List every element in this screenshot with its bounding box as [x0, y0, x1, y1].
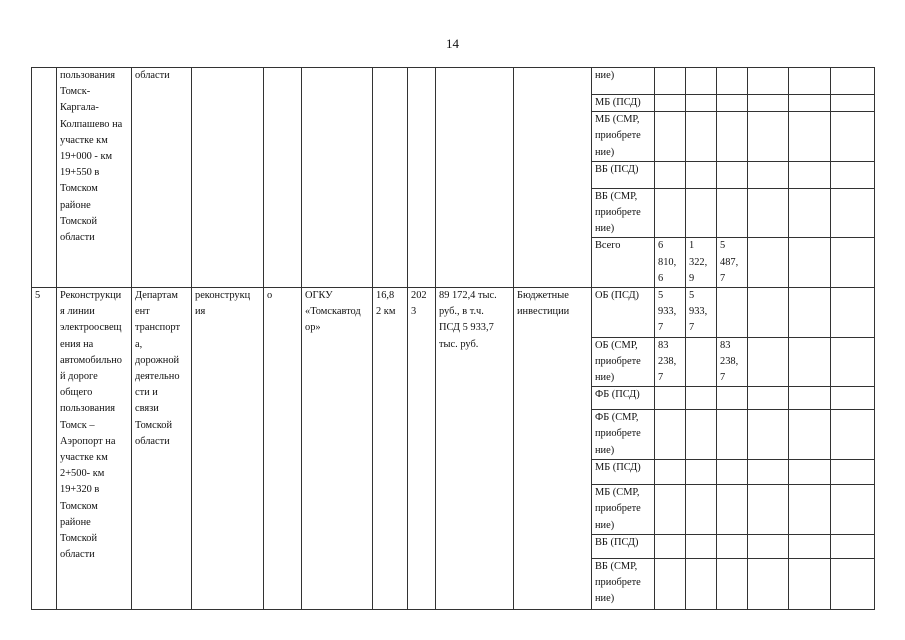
amount-cell: [686, 112, 717, 162]
source-cell: МБ (СМР, приобрете ние): [592, 485, 655, 535]
table-row: [32, 288, 875, 338]
amount-cell: [655, 410, 686, 460]
amount-cell: [686, 95, 717, 112]
cell-empty: [831, 387, 875, 410]
cell-empty: [831, 558, 875, 609]
amount-cell: 6 810, 6: [655, 238, 686, 288]
amount-cell: [717, 534, 748, 558]
col4-cell: о: [264, 288, 302, 610]
cost-cell: 89 172,4 тыс. руб., в т.ч. ПСД 5 933,7 тыс. руб.: [436, 288, 514, 610]
amount-cell: [686, 558, 717, 609]
source-cell: ВБ (ПСД): [592, 161, 655, 188]
amount-cell: [686, 485, 717, 535]
amount-cell: [717, 485, 748, 535]
cell-empty: [831, 410, 875, 460]
investment-type-cell: Бюджетные инвестиции: [514, 288, 592, 610]
cell-empty: [831, 288, 875, 338]
amount-cell: 5 933, 7: [686, 288, 717, 338]
cell-empty: [373, 68, 408, 288]
amount-cell: [655, 112, 686, 162]
cell-empty: [789, 161, 831, 188]
cell-empty: [789, 387, 831, 410]
amount-cell: [717, 161, 748, 188]
source-cell: ОБ (ПСД): [592, 288, 655, 338]
cell-empty: [748, 485, 789, 535]
source-cell: ВБ (ПСД): [592, 534, 655, 558]
amount-cell: [655, 558, 686, 609]
source-cell: ВБ (СМР, приобрете ние): [592, 558, 655, 609]
cell-empty: [789, 460, 831, 485]
amount-cell: [655, 95, 686, 112]
amount-cell: [655, 161, 686, 188]
cell-empty: [831, 112, 875, 162]
object-name-cell: Реконструкци я линии электроосвещ ения на автомобильно й дороге общего пользования Томск – Аэропорт на участке км 2+500- км 19+320 в Томском районе Томской области: [57, 288, 132, 610]
amount-cell: [655, 188, 686, 238]
cell-empty: [831, 534, 875, 558]
source-cell: ВБ (СМР, приобрете ние): [592, 188, 655, 238]
cell-empty: [748, 95, 789, 112]
cell-empty: [831, 188, 875, 238]
cell-empty: [831, 460, 875, 485]
cell-empty: [748, 387, 789, 410]
cell-empty: [748, 188, 789, 238]
customer-cell: ОГКУ «Томскавтод ор»: [302, 288, 373, 610]
amount-cell: [686, 534, 717, 558]
amount-cell: 5 487, 7: [717, 238, 748, 288]
executor-cell: Департам ент транспорт а, дорожной деятельно сти и связи Томской области: [132, 288, 192, 610]
capacity-cell: 16,8 2 км: [373, 288, 408, 610]
amount-cell: 1 322, 9: [686, 238, 717, 288]
cell-empty: [748, 238, 789, 288]
amount-cell: [717, 410, 748, 460]
executor-cell: области: [132, 68, 192, 288]
source-cell-total: Всего: [592, 238, 655, 288]
cell-empty: [789, 485, 831, 535]
cell-empty: [789, 68, 831, 95]
cell-empty: [748, 112, 789, 162]
amount-cell: [717, 288, 748, 338]
item-number-cell: 5: [32, 288, 57, 610]
source-cell: ФБ (ПСД): [592, 387, 655, 410]
cell-empty: [748, 558, 789, 609]
cell-empty: [831, 337, 875, 387]
amount-cell: [686, 188, 717, 238]
year-cell: 202 3: [408, 288, 436, 610]
cell-empty: [436, 68, 514, 288]
cell-empty: [408, 68, 436, 288]
investment-table: [31, 67, 875, 610]
cell-empty: [831, 238, 875, 288]
amount-cell: [717, 95, 748, 112]
cell-empty: [748, 534, 789, 558]
source-cell: МБ (ПСД): [592, 95, 655, 112]
cell-empty: [789, 238, 831, 288]
amount-cell: [686, 337, 717, 387]
work-type-cell: реконструкц ия: [192, 288, 264, 610]
cell-empty: [264, 68, 302, 288]
object-name-cell: пользования Томск- Каргала- Колпашево на участке км 19+000 - км 19+550 в Томском районе Томской области: [57, 68, 132, 288]
cell-empty: [748, 337, 789, 387]
page-number: 14: [446, 36, 459, 51]
cell-empty: [831, 68, 875, 95]
cell-empty: [789, 112, 831, 162]
amount-cell: [655, 68, 686, 95]
cell-empty: [789, 95, 831, 112]
amount-cell: 83 238, 7: [717, 337, 748, 387]
cell-empty: [831, 161, 875, 188]
cell-empty: [192, 68, 264, 288]
cell-empty: [748, 410, 789, 460]
amount-cell: 83 238, 7: [655, 337, 686, 387]
amount-cell: [717, 558, 748, 609]
cell-empty: [789, 337, 831, 387]
amount-cell: [686, 68, 717, 95]
amount-cell: [655, 534, 686, 558]
cell-empty: [789, 534, 831, 558]
cell-num-empty: [32, 68, 57, 288]
cell-empty: [831, 485, 875, 535]
cell-empty: [748, 68, 789, 95]
amount-cell: [717, 387, 748, 410]
amount-cell: 5 933, 7: [655, 288, 686, 338]
cell-empty: [302, 68, 373, 288]
amount-cell: [717, 68, 748, 95]
cell-empty: [789, 288, 831, 338]
source-cell: ние): [592, 68, 655, 95]
cell-empty: [831, 95, 875, 112]
cell-empty: [514, 68, 592, 288]
amount-cell: [686, 410, 717, 460]
source-cell: ОБ (СМР, приобрете ние): [592, 337, 655, 387]
cell-empty: [748, 161, 789, 188]
source-cell: МБ (ПСД): [592, 460, 655, 485]
cell-empty: [789, 558, 831, 609]
source-cell: ФБ (СМР, приобрете ние): [592, 410, 655, 460]
source-cell: МБ (СМР, приобрете ние): [592, 112, 655, 162]
cell-empty: [789, 188, 831, 238]
amount-cell: [717, 460, 748, 485]
amount-cell: [686, 460, 717, 485]
amount-cell: [655, 460, 686, 485]
cell-empty: [748, 288, 789, 338]
cell-empty: [789, 410, 831, 460]
cell-empty: [748, 460, 789, 485]
amount-cell: [717, 188, 748, 238]
amount-cell: [686, 387, 717, 410]
amount-cell: [717, 112, 748, 162]
amount-cell: [655, 485, 686, 535]
table-row: [32, 68, 875, 95]
amount-cell: [686, 161, 717, 188]
amount-cell: [655, 387, 686, 410]
